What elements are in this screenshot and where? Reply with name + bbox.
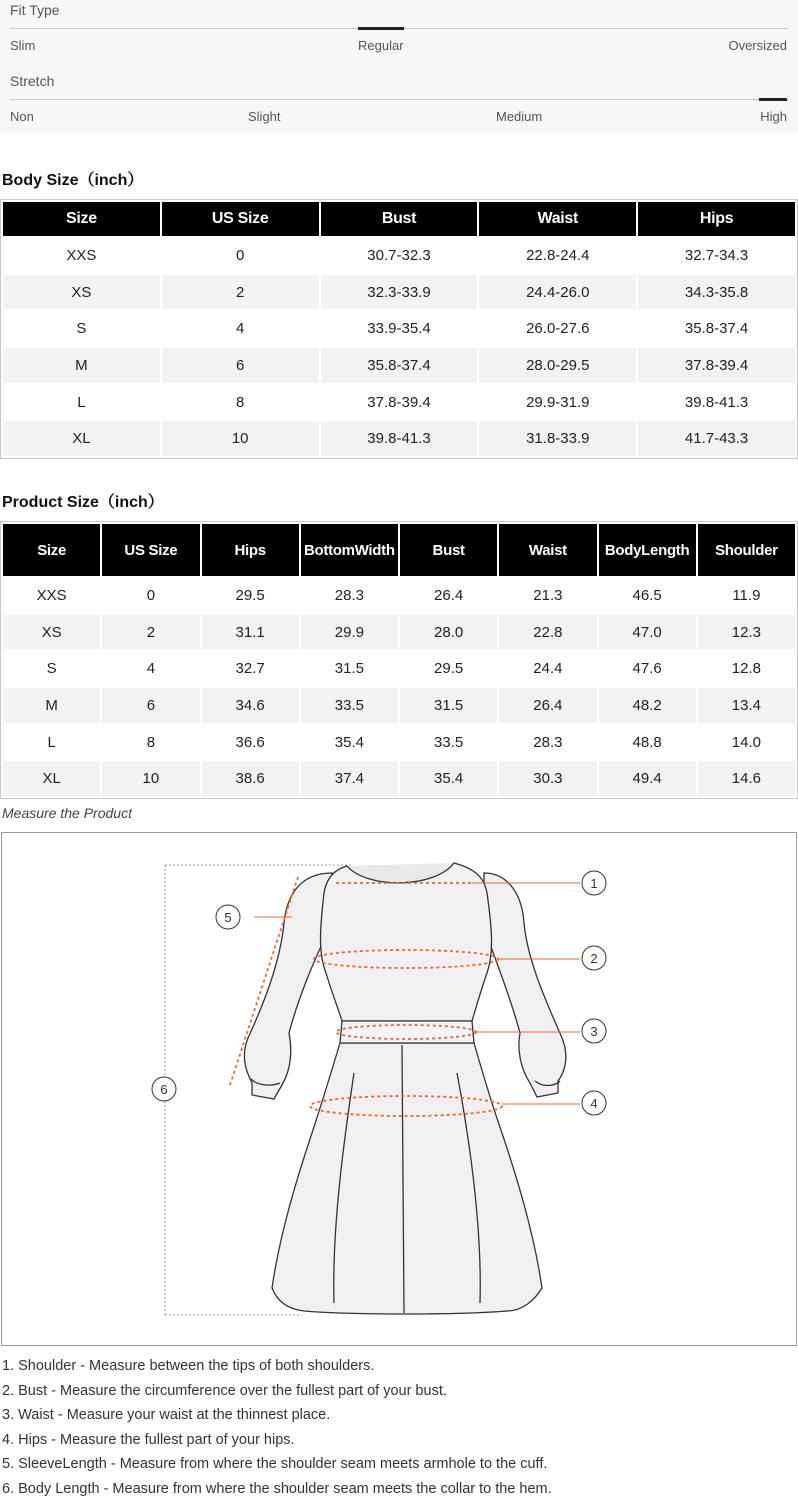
table-cell: 34.6 <box>202 688 299 723</box>
table-cell: 31.5 <box>400 688 497 723</box>
table-cell: S <box>46 660 57 678</box>
instruction-hips: 4. Hips - Measure the fullest part of your hips. <box>2 1431 295 1448</box>
marker-1: 1 <box>590 876 598 891</box>
table-cell: 37.8-39.4 <box>367 393 431 411</box>
measurement-diagram <box>1 832 797 1346</box>
table-cell: XS <box>3 275 160 310</box>
column-header: US Size <box>102 524 199 576</box>
table-cell: 32.3-33.9 <box>321 275 478 310</box>
table-cell: 35.4 <box>400 761 497 796</box>
column-header: Waist <box>479 202 636 236</box>
table-cell: 35.8-37.4 <box>321 348 478 383</box>
table-cell: 14.0 <box>731 733 761 751</box>
table-cell: 10 <box>102 761 199 796</box>
table-row <box>3 688 795 723</box>
stretch-scale-line <box>10 99 788 100</box>
column-header: Waist <box>499 524 596 576</box>
stretch-label-high: High <box>760 109 787 124</box>
table-row <box>3 311 795 346</box>
fit-label-oversized: Oversized <box>728 38 787 53</box>
table-cell: 22.8 <box>499 615 596 650</box>
column-header: BodyLength <box>599 524 696 576</box>
table-cell: 32.7-34.3 <box>684 246 749 264</box>
table-cell: 4 <box>236 320 245 338</box>
table-cell: 10 <box>162 421 319 456</box>
product-size-heading: Product Size（inch） <box>2 494 164 511</box>
table-cell: 47.6 <box>632 660 662 678</box>
table-row <box>3 238 795 273</box>
table-cell: 29.9-31.9 <box>526 393 590 411</box>
table-cell: 28.0-29.5 <box>479 348 636 383</box>
table-cell: 8 <box>146 733 156 751</box>
table-cell: 31.8-33.9 <box>479 421 636 456</box>
stretch-selected-marker <box>759 98 787 101</box>
marker-4: 4 <box>590 1096 598 1111</box>
table-cell: 49.4 <box>599 761 696 796</box>
table-cell: S <box>76 320 87 338</box>
fit-label-regular: Regular <box>358 38 404 53</box>
table-cell: 6 <box>102 688 199 723</box>
product-size-table <box>0 521 798 799</box>
fit-label-slim: Slim <box>10 38 36 53</box>
column-header: Hips <box>202 524 299 576</box>
fit-type-selected-marker <box>358 27 404 30</box>
marker-2: 2 <box>590 951 598 966</box>
table-cell: 36.6 <box>235 733 265 751</box>
column-header: Bust <box>400 524 497 576</box>
table-cell: 0 <box>146 586 156 604</box>
body-size-table <box>0 199 798 459</box>
table-cell: 26.4 <box>499 688 596 723</box>
instruction-body-length: 6. Body Length - Measure from where the shoulder seam meets the collar to the hem. <box>2 1480 552 1497</box>
marker-6: 6 <box>160 1082 168 1097</box>
table-cell: 21.3 <box>533 586 563 604</box>
table-cell: 29.5 <box>235 586 265 604</box>
stretch-label-non: Non <box>10 109 34 124</box>
table-cell: L <box>77 393 86 411</box>
table-cell: 33.5 <box>301 688 398 723</box>
table-cell: 12.8 <box>731 660 761 678</box>
stretch-title: Stretch <box>10 73 55 89</box>
column-header: Size <box>3 202 160 236</box>
table-cell: 48.8 <box>632 733 662 751</box>
body-size-heading: Body Size（inch） <box>2 172 144 189</box>
table-cell: 8 <box>236 393 245 411</box>
table-cell: XS <box>3 615 100 650</box>
dress-diagram-svg <box>2 833 798 1347</box>
table-row <box>3 651 795 686</box>
table-cell: 12.3 <box>698 615 795 650</box>
table-row <box>3 761 795 796</box>
column-header: Size <box>3 524 100 576</box>
table-cell: 29.9 <box>301 615 398 650</box>
table-cell: 31.5 <box>334 660 364 678</box>
table-row <box>3 421 795 456</box>
table-cell: 41.7-43.3 <box>638 421 795 456</box>
table-cell: 2 <box>162 275 319 310</box>
table-cell: 26.0-27.6 <box>526 320 590 338</box>
table-cell: 28.0 <box>400 615 497 650</box>
dress-illustration <box>244 863 565 1314</box>
table-cell: 13.4 <box>698 688 795 723</box>
table-cell: 37.8-39.4 <box>638 348 795 383</box>
table-cell: 2 <box>102 615 199 650</box>
table-cell: 22.8-24.4 <box>526 246 590 264</box>
measurement-instructions <box>2 1357 796 1500</box>
table-cell: XXS <box>36 586 67 604</box>
fit-stretch-panel <box>0 0 798 133</box>
measure-caption: Measure the Product <box>2 805 132 821</box>
table-cell: 48.2 <box>599 688 696 723</box>
instruction-sleeve-length: 5. SleeveLength - Measure from where the shoulder seam meets armhole to the cuff. <box>2 1456 548 1473</box>
table-cell: 39.8-41.3 <box>321 421 478 456</box>
marker-3: 3 <box>590 1024 598 1039</box>
table-cell: 34.3-35.8 <box>638 275 795 310</box>
table-cell: 30.7-32.3 <box>367 246 431 264</box>
table-cell: 28.3 <box>334 586 364 604</box>
table-cell: XXS <box>66 246 97 264</box>
table-cell: 30.3 <box>499 761 596 796</box>
column-header: BottomWidth <box>301 524 398 576</box>
table-row <box>3 578 795 613</box>
table-cell: M <box>3 348 160 383</box>
table-cell: 35.8-37.4 <box>684 320 749 338</box>
stretch-label-medium: Medium <box>496 109 543 124</box>
table-cell: 24.4-26.0 <box>479 275 636 310</box>
table-cell: 0 <box>236 246 245 264</box>
column-header: Bust <box>321 202 478 236</box>
table-cell: 29.5 <box>434 660 464 678</box>
table-cell: M <box>3 688 100 723</box>
column-header: Shoulder <box>698 524 795 576</box>
table-cell: 28.3 <box>533 733 563 751</box>
table-cell: 38.6 <box>202 761 299 796</box>
table-cell: XL <box>3 761 100 796</box>
table-cell: 35.4 <box>334 733 364 751</box>
column-header: Hips <box>638 202 795 236</box>
table-cell: 39.8-41.3 <box>684 393 749 411</box>
table-header-row <box>3 202 795 236</box>
fit-type-title: Fit Type <box>10 2 60 18</box>
table-cell: 6 <box>162 348 319 383</box>
column-header: US Size <box>162 202 319 236</box>
table-cell: 24.4 <box>533 660 563 678</box>
table-cell: 14.6 <box>698 761 795 796</box>
instruction-shoulder: 1. Shoulder - Measure between the tips of both shoulders. <box>2 1358 375 1374</box>
table-cell: 11.9 <box>732 586 761 604</box>
table-row <box>3 348 795 383</box>
table-cell: 31.1 <box>202 615 299 650</box>
table-cell: 33.9-35.4 <box>367 320 431 338</box>
table-cell: 47.0 <box>599 615 696 650</box>
table-cell: XL <box>3 421 160 456</box>
instruction-bust: 2. Bust - Measure the circumference over the fullest part of your bust. <box>2 1382 447 1399</box>
table-row <box>3 615 795 650</box>
table-cell: 46.5 <box>632 586 662 604</box>
table-row <box>3 725 795 760</box>
stretch-label-slight: Slight <box>248 109 281 124</box>
table-cell: 4 <box>146 660 156 678</box>
marker-5: 5 <box>224 910 232 925</box>
table-cell: 26.4 <box>434 586 464 604</box>
table-cell: 37.4 <box>301 761 398 796</box>
table-cell: 32.7 <box>235 660 265 678</box>
table-cell: L <box>47 733 56 751</box>
table-row <box>3 275 795 310</box>
instruction-waist: 3. Waist - Measure your waist at the thinnest place. <box>2 1407 331 1424</box>
table-row <box>3 385 795 420</box>
table-cell: 33.5 <box>434 733 464 751</box>
table-header-row <box>3 524 795 576</box>
